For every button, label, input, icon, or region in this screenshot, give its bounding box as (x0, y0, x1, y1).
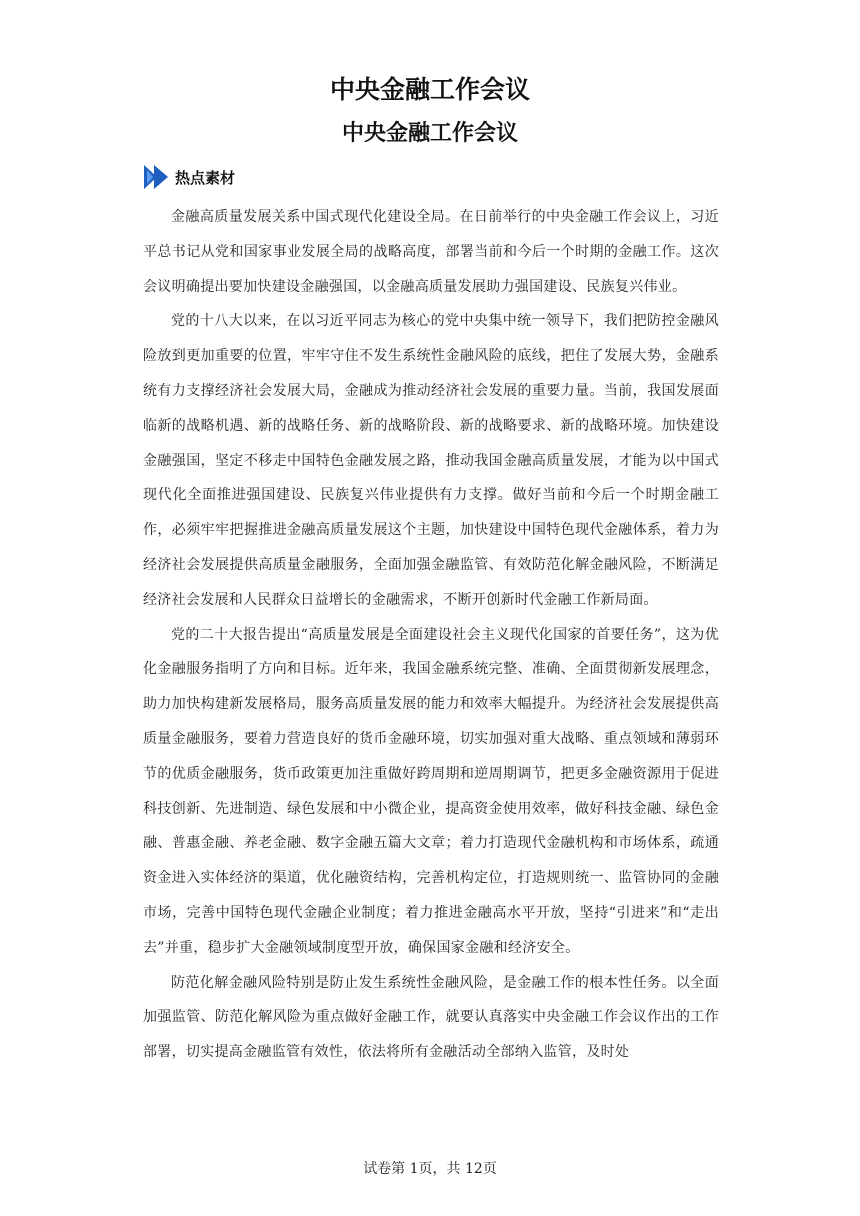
document-title: 中央金融工作会议 (329, 75, 530, 104)
document-subtitle: 中央金融工作会议 (341, 121, 518, 146)
page-footer: 试卷第 1页，共 12页 (363, 1161, 497, 1177)
paragraph: 金融高质量发展关系中国式现代化建设全局。在日前举行的中央金融工作会议上，习近平总书记从党和国家事业发展全局的战略高度，部署当前和今后一个时期的金融工作。这次会议明确提出要加快建设金融强国，以金融高质量发展助力强国建设、民族复兴伟业。 (143, 209, 719, 295)
paragraph: 党的二十大报告提出“高质量发展是全面建设社会主义现代化国家的首要任务”，这为优化金融服务指明了方向和目标。近年来，我国金融系统完整、准确、全面贯彻新发展理念，助力加快构建新发展格局，服务高质量发展的能力和效率大幅提升。为经济社会发展提供高质量金融服务，要着力营造良好的货币金融环境，切实加强对重大战略、重点领域和薄弱环节的优质金融服务，货币政策更加注重做好跨周期和逆周期调节，把更多金融资源用于促进科技创新、先进制造、绿色发展和中小微企业，提高资金使用效率，做好科技金融、绿色金融、普惠金融、养老金融、数字金融五篇大文章；着力打造现代金融机构和市场体系，疏通资金进入实体经济的渠道，优化融资结构，完善机构定位，打造规则统一、监管协同的金融市场，完善中国特色现代金融企业制度；着力推进金融高水平开放，坚持“引进来”和“走出去”并重，稳步扩大金融领域制度型开放，确保国家金融和经济安全。 (143, 626, 719, 956)
paragraph: 党的十八大以来，在以习近平同志为核心的党中央集中统一领导下，我们把防控金融风险放到更加重要的位置，牢牢守住不发生系统性金融风险的底线，把住了发展大势，金融系统有力支撑经济社会发展大局，金融成为推动经济社会发展的重要力量。当前，我国发展面临新的战略机遇、新的战略任务、新的战略阶段、新的战略要求、新的战略环境。加快建设金融强国，坚定不移走中国特色金融发展之路，推动我国金融高质量发展，才能为以中国式现代化全面推进强国建设、民族复兴伟业提供有力支撑。做好当前和今后一个时期金融工作，必须牢牢把握推进金融高质量发展这个主题，加快建设中国特色现代金融体系，着力为经济社会发展提供高质量金融服务，全面加强金融监管、有效防范化解金融风险，不断满足经济社会发展和人民群众日益增长的金融需求，不断开创新时代金融工作新局面。 (143, 313, 719, 608)
section-label: 热点素材 (175, 168, 236, 187)
section-heading (143, 162, 235, 192)
double-chevron-right-icon (143, 163, 171, 191)
paragraph: 防范化解金融风险特别是防止发生系统性金融风险，是金融工作的根本性任务。以全面加强监管、防范化解风险为重点做好金融工作，就要认真落实中央金融工作会议作出的工作部署，切实提高金融监管有效性，依法将所有金融活动全部纳入监管，及时处 (143, 974, 719, 1061)
article-body (143, 200, 719, 1070)
